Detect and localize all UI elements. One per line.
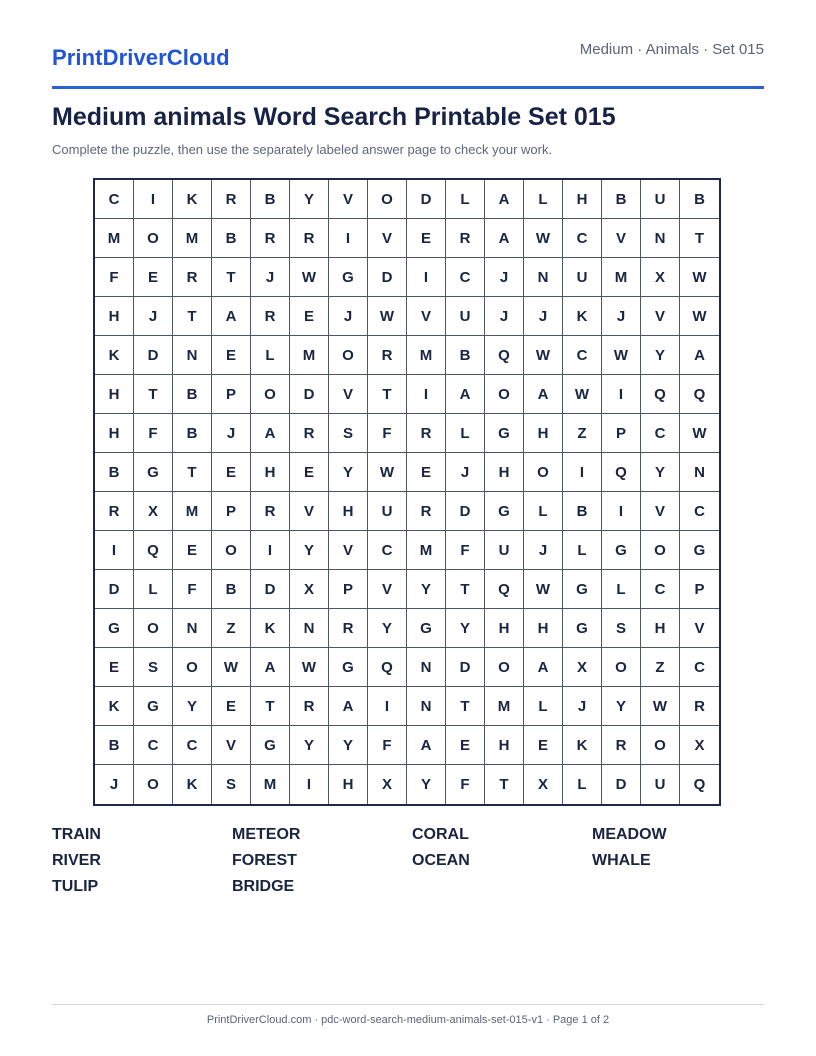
grid-cell[interactable]: M: [95, 219, 134, 258]
grid-cell[interactable]: L: [524, 687, 563, 726]
word-list-item: WHALE: [592, 852, 651, 869]
grid-cell[interactable]: T: [134, 375, 173, 414]
grid-cell[interactable]: V: [329, 531, 368, 570]
grid-cell[interactable]: M: [485, 687, 524, 726]
grid-cell[interactable]: A: [407, 726, 446, 765]
grid-cell[interactable]: F: [95, 258, 134, 297]
grid-cell[interactable]: T: [173, 453, 212, 492]
grid-cell[interactable]: C: [641, 414, 680, 453]
grid-cell[interactable]: B: [563, 492, 602, 531]
grid-cell[interactable]: A: [524, 648, 563, 687]
grid-cell[interactable]: C: [368, 531, 407, 570]
grid-cell[interactable]: E: [407, 453, 446, 492]
grid-cell[interactable]: W: [680, 297, 719, 336]
grid-cell[interactable]: Y: [290, 726, 329, 765]
grid-cell[interactable]: Z: [641, 648, 680, 687]
grid-cell[interactable]: Y: [407, 570, 446, 609]
grid-cell[interactable]: H: [95, 297, 134, 336]
grid-cell[interactable]: Y: [290, 180, 329, 219]
grid-cell[interactable]: H: [563, 180, 602, 219]
grid-cell[interactable]: U: [446, 297, 485, 336]
grid-cell[interactable]: R: [290, 414, 329, 453]
grid-cell[interactable]: D: [368, 258, 407, 297]
grid-cell[interactable]: P: [680, 570, 719, 609]
grid-cell[interactable]: V: [368, 570, 407, 609]
grid-cell[interactable]: O: [173, 648, 212, 687]
grid-cell[interactable]: E: [212, 336, 251, 375]
grid-cell[interactable]: Q: [602, 453, 641, 492]
grid-cell[interactable]: Y: [290, 531, 329, 570]
grid-cell[interactable]: J: [602, 297, 641, 336]
grid-cell[interactable]: I: [329, 219, 368, 258]
grid-cell[interactable]: N: [524, 258, 563, 297]
grid-cell[interactable]: Q: [485, 570, 524, 609]
grid-cell[interactable]: J: [134, 297, 173, 336]
grid-cell[interactable]: I: [407, 258, 446, 297]
grid-cell[interactable]: G: [680, 531, 719, 570]
grid-cell[interactable]: Y: [641, 336, 680, 375]
grid-cell[interactable]: C: [173, 726, 212, 765]
grid-cell[interactable]: V: [680, 609, 719, 648]
grid-cell[interactable]: F: [446, 765, 485, 804]
grid-cell[interactable]: M: [173, 492, 212, 531]
grid-cell[interactable]: N: [641, 219, 680, 258]
grid-cell[interactable]: Q: [368, 648, 407, 687]
grid-cell[interactable]: C: [680, 648, 719, 687]
grid-cell[interactable]: Q: [693, 776, 706, 793]
grid-cell[interactable]: F: [368, 414, 407, 453]
grid-cell[interactable]: C: [641, 570, 680, 609]
grid-cell[interactable]: G: [329, 258, 368, 297]
grid-cell[interactable]: O: [485, 648, 524, 687]
grid-cell[interactable]: V: [329, 180, 368, 219]
grid-cell[interactable]: T: [173, 297, 212, 336]
grid-cell[interactable]: E: [134, 258, 173, 297]
brand-logo[interactable]: PrintDriverCloud: [52, 45, 230, 70]
grid-cell[interactable]: I: [290, 765, 329, 804]
grid-cell[interactable]: L: [563, 531, 602, 570]
grid-cell[interactable]: N: [290, 609, 329, 648]
grid-cell[interactable]: D: [290, 375, 329, 414]
grid-cell[interactable]: I: [563, 453, 602, 492]
grid-cell[interactable]: K: [95, 687, 134, 726]
grid-cell[interactable]: P: [602, 414, 641, 453]
grid-cell[interactable]: D: [251, 570, 290, 609]
grid-cell[interactable]: I: [602, 492, 641, 531]
grid-cell[interactable]: I: [602, 375, 641, 414]
grid-cell[interactable]: G: [602, 531, 641, 570]
grid-cell[interactable]: P: [212, 375, 251, 414]
grid-cell[interactable]: M: [407, 531, 446, 570]
grid-cell[interactable]: E: [212, 687, 251, 726]
grid-cell[interactable]: J: [563, 687, 602, 726]
grid-cell[interactable]: W: [680, 258, 719, 297]
grid-cell[interactable]: R: [95, 492, 134, 531]
grid-cell[interactable]: M: [602, 258, 641, 297]
grid-cell[interactable]: Q: [680, 375, 719, 414]
grid-cell[interactable]: B: [212, 219, 251, 258]
grid-cell[interactable]: B: [173, 375, 212, 414]
grid-cell[interactable]: S: [212, 765, 251, 804]
grid-cell[interactable]: J: [251, 258, 290, 297]
grid-cell[interactable]: J: [446, 453, 485, 492]
grid-cell[interactable]: C: [134, 726, 173, 765]
page-footer: PrintDriverCloud.com · pdc-word-search-medium-animals-set-015-v1 · Page 1 of 2: [206, 1014, 610, 1026]
grid-cell[interactable]: E: [446, 726, 485, 765]
grid-cell[interactable]: O: [134, 219, 173, 258]
grid-cell[interactable]: W: [290, 258, 329, 297]
grid-cell[interactable]: V: [407, 297, 446, 336]
grid-cell[interactable]: Y: [602, 687, 641, 726]
grid-cell[interactable]: K: [173, 180, 212, 219]
grid-cell[interactable]: R: [173, 258, 212, 297]
grid-cell[interactable]: H: [329, 492, 368, 531]
grid-cell[interactable]: I: [134, 180, 173, 219]
grid-cell[interactable]: E: [212, 453, 251, 492]
grid-cell[interactable]: G: [329, 648, 368, 687]
grid-cell[interactable]: W: [368, 297, 407, 336]
grid-cell[interactable]: N: [173, 336, 212, 375]
grid-cell[interactable]: H: [524, 609, 563, 648]
grid-cell[interactable]: Z: [212, 609, 251, 648]
word-list: [52, 826, 764, 898]
grid-cell[interactable]: R: [251, 297, 290, 336]
grid-cell[interactable]: V: [368, 219, 407, 258]
grid-cell[interactable]: T: [446, 687, 485, 726]
grid-cell[interactable]: R: [602, 726, 641, 765]
grid-cell[interactable]: E: [173, 531, 212, 570]
grid-cell[interactable]: P: [329, 570, 368, 609]
grid-cell[interactable]: J: [212, 414, 251, 453]
grid-cell[interactable]: G: [563, 609, 602, 648]
grid-cell[interactable]: R: [407, 414, 446, 453]
grid-cell[interactable]: B: [212, 570, 251, 609]
grid-cell[interactable]: C: [563, 336, 602, 375]
grid-cell[interactable]: V: [329, 375, 368, 414]
grid-cell[interactable]: G: [134, 687, 173, 726]
grid-cell[interactable]: A: [251, 648, 290, 687]
grid-cell[interactable]: H: [95, 414, 134, 453]
grid-cell[interactable]: W: [524, 336, 563, 375]
grid-cell[interactable]: G: [251, 726, 290, 765]
grid-cell[interactable]: A: [680, 336, 719, 375]
grid-cell[interactable]: O: [212, 531, 251, 570]
grid-cell[interactable]: E: [524, 726, 563, 765]
grid-cell[interactable]: H: [524, 414, 563, 453]
grid-cell[interactable]: H: [95, 375, 134, 414]
grid-cell[interactable]: Z: [563, 414, 602, 453]
grid-cell[interactable]: Q: [134, 531, 173, 570]
grid-cell[interactable]: J: [329, 297, 368, 336]
grid-cell[interactable]: T: [251, 687, 290, 726]
grid-cell[interactable]: S: [329, 414, 368, 453]
grid-cell[interactable]: Y: [368, 609, 407, 648]
grid-cell[interactable]: M: [290, 336, 329, 375]
grid-cell[interactable]: T: [680, 219, 719, 258]
grid-cell[interactable]: R: [290, 219, 329, 258]
grid-cell[interactable]: R: [329, 609, 368, 648]
grid-cell[interactable]: V: [641, 297, 680, 336]
grid-cell[interactable]: A: [485, 180, 524, 219]
grid-cell[interactable]: K: [563, 297, 602, 336]
word-list-item: TRAIN: [52, 826, 101, 843]
grid-cell[interactable]: X: [368, 765, 407, 804]
grid-cell[interactable]: Y: [407, 765, 446, 804]
grid-cell[interactable]: R: [212, 180, 251, 219]
grid-cell[interactable]: H: [329, 765, 368, 804]
grid-cell[interactable]: T: [446, 570, 485, 609]
grid-cell[interactable]: L: [446, 180, 485, 219]
word-list-item: FOREST: [232, 852, 297, 869]
grid-cell[interactable]: X: [641, 258, 680, 297]
grid-cell[interactable]: O: [134, 609, 173, 648]
grid-cell[interactable]: K: [95, 336, 134, 375]
grid-cell[interactable]: I: [368, 687, 407, 726]
grid-cell[interactable]: S: [602, 609, 641, 648]
grid-cell[interactable]: G: [485, 492, 524, 531]
grid-cell[interactable]: V: [602, 219, 641, 258]
grid-cell[interactable]: A: [446, 375, 485, 414]
grid-cell[interactable]: P: [212, 492, 251, 531]
grid-cell[interactable]: O: [485, 375, 524, 414]
grid-cell[interactable]: K: [251, 609, 290, 648]
grid-cell[interactable]: W: [212, 648, 251, 687]
grid-cell[interactable]: K: [563, 726, 602, 765]
word-list-item: OCEAN: [412, 852, 470, 869]
grid-cell[interactable]: I: [407, 375, 446, 414]
grid-cell[interactable]: Y: [329, 453, 368, 492]
grid-cell[interactable]: S: [134, 648, 173, 687]
grid-cell[interactable]: L: [446, 414, 485, 453]
grid-cell[interactable]: W: [641, 687, 680, 726]
grid-cell[interactable]: R: [407, 492, 446, 531]
grid-cell[interactable]: W: [524, 570, 563, 609]
puzzle-meta: Medium · Animals · Set 015: [579, 41, 764, 58]
grid-cell[interactable]: J: [524, 297, 563, 336]
grid-cell[interactable]: O: [602, 648, 641, 687]
grid-cell[interactable]: H: [485, 453, 524, 492]
grid-cell[interactable]: R: [251, 492, 290, 531]
grid-cell[interactable]: D: [407, 180, 446, 219]
grid-cell[interactable]: K: [173, 765, 212, 804]
page-header: [52, 40, 764, 89]
grid-cell[interactable]: H: [485, 726, 524, 765]
grid-cell[interactable]: L: [563, 765, 602, 804]
grid-cell[interactable]: B: [95, 726, 134, 765]
grid-cell[interactable]: U: [641, 180, 680, 219]
grid-cell[interactable]: X: [524, 765, 563, 804]
grid-cell[interactable]: T: [212, 258, 251, 297]
grid-cell[interactable]: A: [485, 219, 524, 258]
grid-cell[interactable]: A: [212, 297, 251, 336]
grid-cell[interactable]: X: [134, 492, 173, 531]
grid-cell[interactable]: U: [641, 765, 680, 804]
grid-cell[interactable]: Q: [641, 375, 680, 414]
grid-cell[interactable]: Y: [641, 453, 680, 492]
grid-cell[interactable]: N: [173, 609, 212, 648]
grid-cell[interactable]: X: [563, 648, 602, 687]
grid-cell[interactable]: T: [368, 375, 407, 414]
grid-cell[interactable]: V: [641, 492, 680, 531]
grid-cell[interactable]: V: [212, 726, 251, 765]
grid-cell[interactable]: G: [407, 609, 446, 648]
grid-cell[interactable]: D: [446, 492, 485, 531]
grid-cell[interactable]: X: [290, 570, 329, 609]
grid-cell[interactable]: G: [134, 453, 173, 492]
footer-divider: [52, 1004, 764, 1005]
grid-cell[interactable]: N: [407, 648, 446, 687]
grid-cell[interactable]: G: [485, 414, 524, 453]
grid-cell[interactable]: O: [251, 375, 290, 414]
grid-cell[interactable]: E: [407, 219, 446, 258]
grid-cell[interactable]: B: [173, 414, 212, 453]
grid-cell[interactable]: J: [95, 765, 134, 804]
grid-cell[interactable]: N: [680, 453, 719, 492]
grid-cell[interactable]: W: [602, 336, 641, 375]
grid-cell[interactable]: R: [368, 336, 407, 375]
grid-cell[interactable]: D: [134, 336, 173, 375]
grid-cell[interactable]: H: [251, 453, 290, 492]
grid-cell[interactable]: E: [290, 297, 329, 336]
grid-cell[interactable]: F: [173, 570, 212, 609]
grid-cell[interactable]: J: [485, 297, 524, 336]
grid-cell[interactable]: O: [641, 531, 680, 570]
grid-cell[interactable]: O: [134, 765, 173, 804]
word-list-item: MEADOW: [592, 826, 667, 843]
grid-cell[interactable]: O: [524, 453, 563, 492]
grid-cell[interactable]: L: [134, 570, 173, 609]
grid-cell[interactable]: E: [290, 453, 329, 492]
grid-cell[interactable]: N: [407, 687, 446, 726]
grid-cell[interactable]: B: [251, 180, 290, 219]
grid-cell[interactable]: Y: [173, 687, 212, 726]
word-list-item: METEOR: [232, 826, 301, 843]
grid-cell[interactable]: B: [602, 180, 641, 219]
grid-cell[interactable]: M: [173, 219, 212, 258]
grid-cell[interactable]: Y: [446, 609, 485, 648]
grid-cell[interactable]: Q: [485, 336, 524, 375]
grid-cell[interactable]: I: [95, 531, 134, 570]
grid-cell[interactable]: U: [563, 258, 602, 297]
grid-cell[interactable]: W: [680, 414, 719, 453]
grid-cell[interactable]: E: [95, 648, 134, 687]
word-list-item: RIVER: [52, 852, 101, 869]
grid-cell[interactable]: Y: [329, 726, 368, 765]
grid-cell[interactable]: O: [329, 336, 368, 375]
grid-cell[interactable]: H: [485, 609, 524, 648]
grid-cell[interactable]: A: [329, 687, 368, 726]
grid-cell[interactable]: G: [95, 609, 134, 648]
grid-cell[interactable]: C: [95, 180, 134, 219]
page-subtitle: Complete the puzzle, then use the separately labeled answer page to check your work.: [52, 142, 553, 157]
grid-cell[interactable]: C: [563, 219, 602, 258]
grid-cell[interactable]: O: [368, 180, 407, 219]
grid-cell[interactable]: L: [524, 180, 563, 219]
word-list-item: BRIDGE: [232, 878, 295, 895]
grid-cell[interactable]: I: [251, 531, 290, 570]
word-search-grid: [93, 178, 721, 806]
grid-cell[interactable]: J: [524, 531, 563, 570]
grid-cell[interactable]: W: [368, 453, 407, 492]
grid-cell[interactable]: X: [680, 726, 719, 765]
grid-cell[interactable]: W: [290, 648, 329, 687]
grid-cell[interactable]: L: [602, 570, 641, 609]
word-list-item: TULIP: [52, 878, 99, 895]
grid-cell[interactable]: R: [446, 219, 485, 258]
grid-cell[interactable]: C: [446, 258, 485, 297]
grid-cell[interactable]: D: [95, 570, 134, 609]
grid-cell[interactable]: L: [251, 336, 290, 375]
grid-cell[interactable]: B: [95, 453, 134, 492]
grid-cell[interactable]: A: [524, 375, 563, 414]
grid-cell[interactable]: F: [134, 414, 173, 453]
grid-cell[interactable]: M: [251, 765, 290, 804]
grid-cell[interactable]: U: [485, 531, 524, 570]
grid-cell[interactable]: G: [563, 570, 602, 609]
grid-cell[interactable]: A: [251, 414, 290, 453]
word-list-item: CORAL: [412, 826, 469, 843]
grid-cell[interactable]: J: [485, 258, 524, 297]
page-title: Medium animals Word Search Printable Set 015: [52, 103, 616, 131]
grid-cell[interactable]: R: [680, 687, 719, 726]
grid-cell[interactable]: T: [485, 765, 524, 804]
grid-cell[interactable]: B: [680, 180, 719, 219]
grid-cell[interactable]: U: [368, 492, 407, 531]
grid-cell[interactable]: R: [251, 219, 290, 258]
grid-cell[interactable]: F: [368, 726, 407, 765]
grid-cell[interactable]: M: [407, 336, 446, 375]
grid-cell[interactable]: D: [446, 648, 485, 687]
grid-cell[interactable]: R: [290, 687, 329, 726]
grid-cell[interactable]: V: [290, 492, 329, 531]
grid-cell[interactable]: F: [446, 531, 485, 570]
grid-cell[interactable]: W: [524, 219, 563, 258]
grid-cell[interactable]: L: [524, 492, 563, 531]
grid-cell[interactable]: D: [602, 765, 641, 804]
grid-cell[interactable]: W: [563, 375, 602, 414]
grid-cell[interactable]: O: [641, 726, 680, 765]
grid-cell[interactable]: B: [446, 336, 485, 375]
grid-cell[interactable]: H: [641, 609, 680, 648]
grid-cell[interactable]: C: [680, 492, 719, 531]
